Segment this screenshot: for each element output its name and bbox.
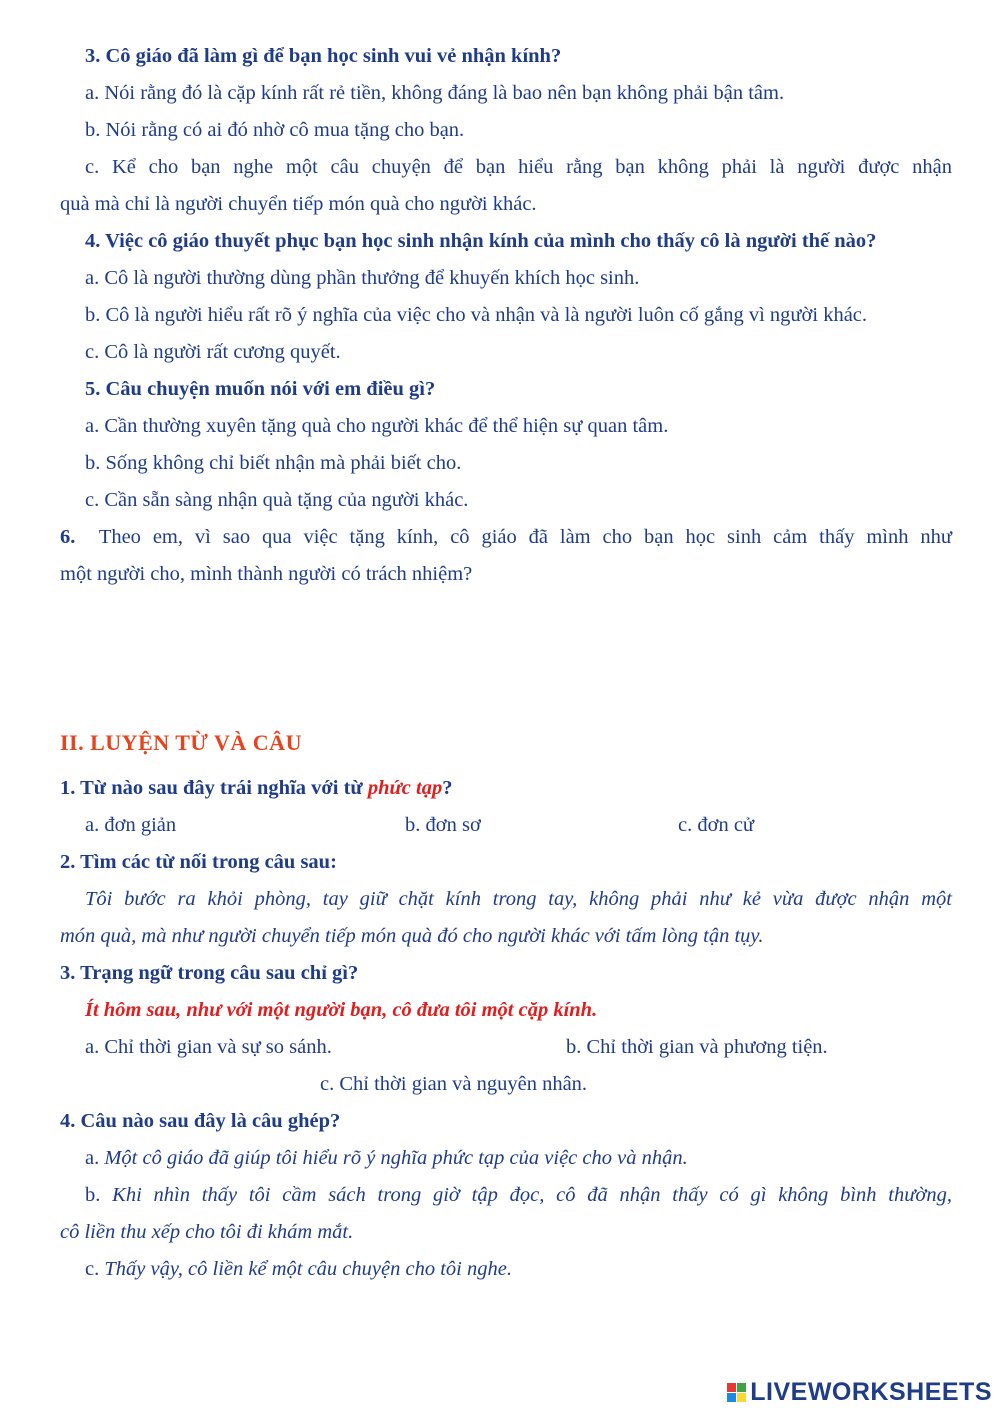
q6-text-line1: Theo em, vì sao qua việc tặng kính, cô giáo đã làm cho bạn học sinh cảm thấy mình như bbox=[98, 526, 952, 548]
q3-option-a: a. Nói rằng đó là cặp kính rất rẻ tiền, không đáng là bao nên bạn không phải bận tâm. bbox=[85, 82, 785, 104]
s2-q4-option-c-text: Thấy vậy, cô liền kể một câu chuyện cho tôi nghe. bbox=[104, 1258, 512, 1280]
s2-q1-question bbox=[60, 770, 952, 807]
q6-number: 6. bbox=[60, 526, 76, 548]
q4-option-b: b. Cô là người hiểu rất rõ ý nghĩa của việc cho và nhận và là người luôn cố gắng vì người khác. bbox=[85, 304, 868, 326]
s2-q4-option-a-text: Một cô giáo đã giúp tôi hiểu rõ ý nghĩa phức tạp của việc cho và nhận. bbox=[104, 1147, 688, 1169]
logo-square-3 bbox=[727, 1393, 736, 1402]
s2-q2-question: 2. Tìm các từ nối trong câu sau: bbox=[60, 851, 337, 873]
s2-q3-sentence: Ít hôm sau, như với một người bạn, cô đưa tôi một cặp kính. bbox=[85, 999, 598, 1021]
logo-square-4 bbox=[737, 1393, 746, 1402]
s2-q4-option-b-text-line2: cô liền thu xếp cho tôi đi khám mắt. bbox=[60, 1221, 354, 1243]
q3-option-c-line1: c. Kể cho bạn nghe một câu chuyện để bạn hiểu rằng bạn không phải là người được nhận bbox=[85, 156, 952, 178]
q5-option-c: c. Cần sẵn sàng nhận quà tặng của người khác. bbox=[85, 489, 469, 511]
q5-option-a: a. Cần thường xuyên tặng quà cho người khác để thể hiện sự quan tâm. bbox=[85, 415, 669, 437]
s2-q4-option-b-label: b. bbox=[85, 1184, 101, 1206]
s2-q4-option-b-text-line1: Khi nhìn thấy tôi cầm sách trong giờ tập đọc, cô đã nhận thấy có gì không bình thường, bbox=[112, 1184, 953, 1206]
q4-option-a: a. Cô là người thường dùng phần thưởng để khuyến khích học sinh. bbox=[85, 267, 640, 289]
liveworksheets-logo[interactable] bbox=[727, 1378, 992, 1407]
s2-q4-question: 4. Câu nào sau đây là câu ghép? bbox=[60, 1110, 341, 1132]
q4-question: 4. Việc cô giáo thuyết phục bạn học sinh nhận kính của mình cho thấy cô là người thế nào? bbox=[85, 230, 877, 252]
liveworksheets-logo-text: LIVEWORKSHEETS bbox=[750, 1378, 992, 1406]
s2-q1-option-c: c. đơn cử bbox=[678, 814, 755, 836]
s2-q1-question-prefix: 1. Từ nào sau đây trái nghĩa với từ bbox=[60, 777, 368, 799]
worksheet-page bbox=[60, 38, 952, 1288]
s2-q1-option-b: b. đơn sơ bbox=[405, 814, 481, 836]
s2-q4-option-c bbox=[60, 1251, 952, 1288]
s2-q3-option-a: a. Chỉ thời gian và sự so sánh. bbox=[85, 1036, 332, 1058]
s2-q3-option-c: c. Chỉ thời gian và nguyên nhân. bbox=[320, 1073, 588, 1095]
q3-option-b: b. Nói rằng có ai đó nhờ cô mua tặng cho bạn. bbox=[85, 119, 465, 141]
s2-q1-question-suffix: ? bbox=[442, 777, 453, 799]
logo-square-2 bbox=[737, 1383, 746, 1392]
q3-option-c-line2: quà mà chỉ là người chuyển tiếp món quà cho người khác. bbox=[60, 193, 537, 215]
q5-question: 5. Câu chuyện muốn nói với em điều gì? bbox=[85, 378, 436, 400]
q5-option-b: b. Sống không chỉ biết nhận mà phải biết cho. bbox=[85, 452, 462, 474]
s2-q2-sentence-line2: món quà, mà như người chuyển tiếp món quà đó cho người khác với tấm lòng tận tụy. bbox=[60, 925, 764, 947]
liveworksheets-logo-icon bbox=[727, 1383, 746, 1402]
s2-q3-option-b: b. Chỉ thời gian và phương tiện. bbox=[566, 1036, 828, 1058]
q6-line1 bbox=[60, 519, 952, 556]
s2-q3-options-row bbox=[60, 1029, 952, 1066]
q3-question: 3. Cô giáo đã làm gì để bạn học sinh vui vẻ nhận kính? bbox=[85, 45, 562, 67]
q4-option-c: c. Cô là người rất cương quyết. bbox=[85, 341, 341, 363]
s2-q3-question: 3. Trạng ngữ trong câu sau chỉ gì? bbox=[60, 962, 359, 984]
s2-q1-option-a: a. đơn giản bbox=[85, 814, 177, 836]
q6-text-line2: một người cho, mình thành người có trách nhiệm? bbox=[60, 563, 473, 585]
s2-q4-option-b-line1 bbox=[60, 1177, 952, 1214]
logo-square-1 bbox=[727, 1383, 736, 1392]
s2-q1-options bbox=[60, 807, 952, 844]
section-title: II. LUYỆN TỪ VÀ CÂU bbox=[60, 730, 302, 755]
s2-q2-sentence-line1: Tôi bước ra khỏi phòng, tay giữ chặt kính trong tay, không phải như kẻ vừa được nhận một bbox=[85, 888, 952, 910]
s2-q1-highlight-word: phức tạp bbox=[367, 777, 443, 799]
s2-q4-option-c-label: c. bbox=[85, 1258, 100, 1280]
s2-q4-option-a bbox=[60, 1140, 952, 1177]
s2-q4-option-a-label: a. bbox=[85, 1147, 100, 1169]
